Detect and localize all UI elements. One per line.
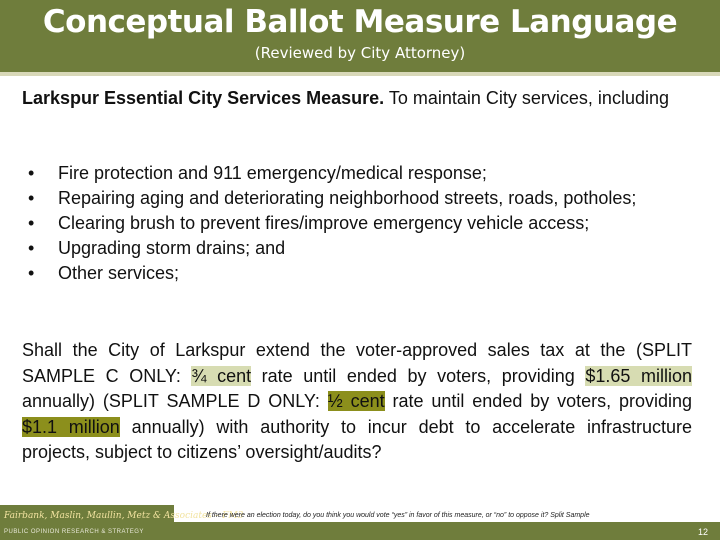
question-text: rate until ended by voters, providing — [251, 365, 586, 386]
logo-firm-name: Fairbank, Maslin, Maullin, Metz & Associates – FM3 — [4, 511, 244, 521]
highlight-amount-d: $1.1 million — [22, 416, 120, 437]
intro-text: To maintain City services, including — [384, 88, 669, 108]
footer-question-note: If there were an election today, do you think you would vote “yes” in favor of this measure, or “no” to oppose it? Split Sample — [206, 512, 590, 519]
intro-paragraph — [22, 86, 712, 111]
list-item-text: Fire protection and 911 emergency/medical response; — [58, 163, 487, 183]
bullet-icon: • — [28, 188, 35, 208]
measure-name: Larkspur Essential City Services Measure. — [22, 88, 385, 108]
question-text: annually) with authority to incur debt to accelerate infrastructure projects, subject to citizens’ oversight/audits? — [22, 416, 693, 462]
list-item-text: Other services; — [58, 263, 180, 283]
bullet-icon: • — [28, 263, 35, 283]
highlight-rate-d: ½ cent — [327, 391, 385, 411]
fm3-logo — [0, 505, 244, 540]
page-number: 12 — [697, 527, 708, 537]
question-text: rate until ended by voters, providing — [384, 391, 692, 411]
highlight-amount-c: $1.65 million — [585, 365, 692, 386]
page-subtitle: (Reviewed by City Attorney) — [254, 44, 466, 62]
logo-tagline: PUBLIC OPINION RESEARCH & STRATEGY — [4, 529, 144, 535]
bullet-icon: • — [28, 238, 35, 258]
page-title: Conceptual Ballot Measure Language — [42, 4, 678, 40]
list-item-text: Upgrading storm drains; and — [58, 238, 286, 258]
list-item — [22, 261, 712, 286]
bullet-icon: • — [28, 163, 35, 183]
list-item-text: Repairing aging and deteriorating neighborhood streets, roads, potholes; — [58, 188, 637, 208]
highlight-rate-c: ¾ cent — [191, 365, 252, 386]
list-item-text: Clearing brush to prevent fires/improve emergency vehicle access; — [58, 213, 590, 233]
header-banner — [0, 0, 720, 76]
list-item — [22, 236, 712, 261]
question-text: Shall the City of Larkspur extend the voter-approved sales tax at the (SPLIT SAMPLE C ONLY: — [22, 340, 692, 386]
list-item — [22, 211, 712, 236]
question-text: annually) (SPLIT SAMPLE D ONLY: — [22, 391, 328, 411]
services-list — [22, 161, 712, 286]
bullet-icon: • — [28, 213, 35, 233]
list-item — [22, 186, 712, 211]
footer-bar — [174, 522, 720, 540]
ballot-question — [22, 338, 692, 466]
list-item — [22, 161, 712, 186]
